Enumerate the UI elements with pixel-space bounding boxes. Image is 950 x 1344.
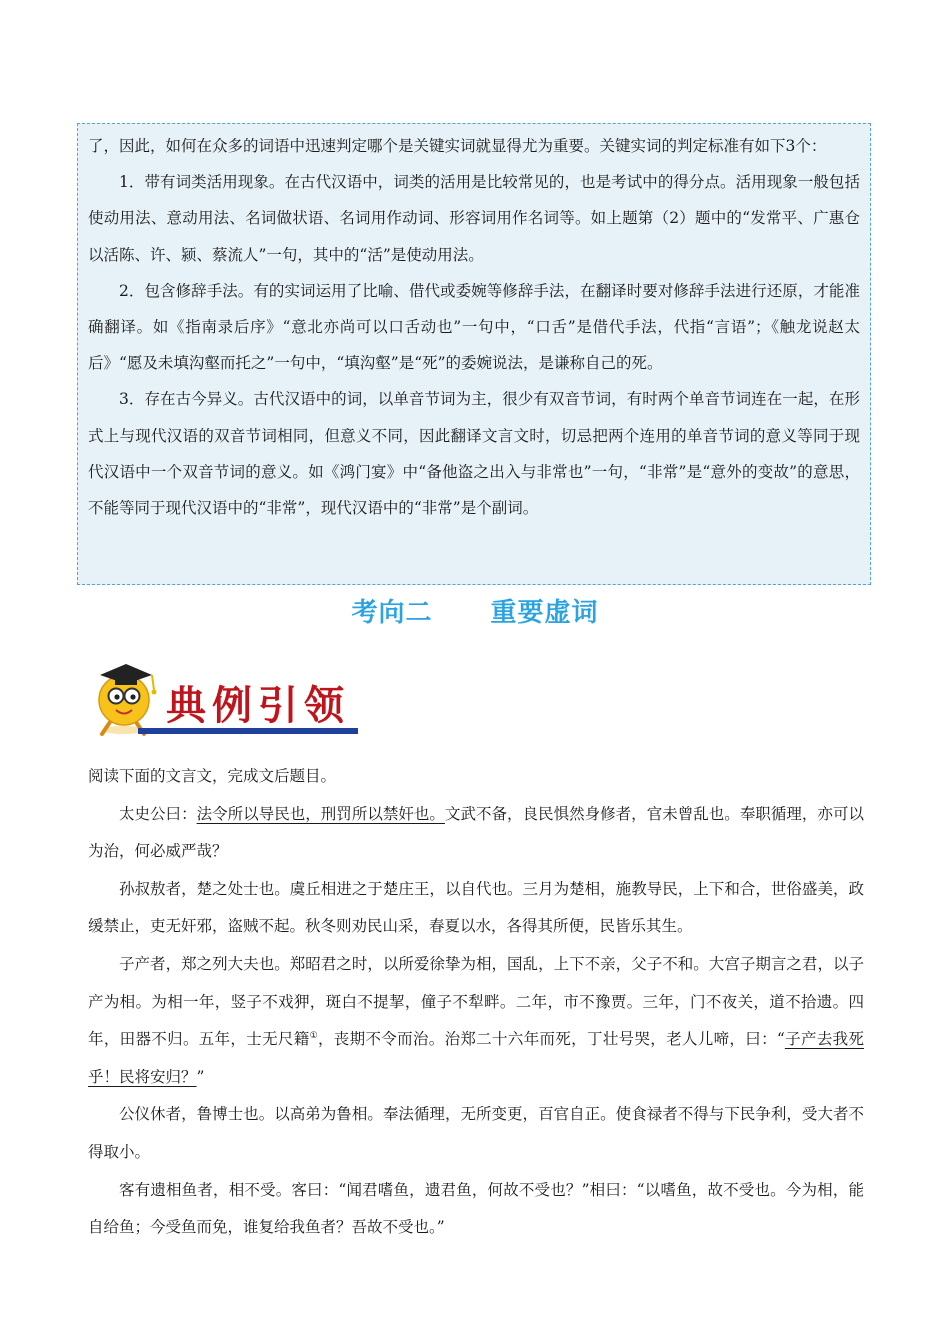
passage-text: 子产者，郑之列大夫也。郑昭君之时，以所爱徐挚为相，国乱，上下不亲，父子不和。大宫子期言之君，以子产为相。为相一年，竖子不戏狎，斑白不提挈，僮子不犁畔。二年，市不豫贾。三年，门不夜关，道不拾遗。四年，田器不归。五年，士无尺籍	[88, 954, 864, 1049]
section-heading	[0, 592, 950, 629]
explanation-paragraph-1: 1．带有词类活用现象。在古代汉语中，词类的活用是比较常见的，也是考试中的得分点。活用现象一般包括使动用法、意动用法、名词做状语、名词用作动词、形容词用作名词等。如上题第（2）题中的“发常平、广惠仓以活陈、许、颍、蔡流人”一句，其中的“活”是使动用法。	[88, 173, 860, 264]
passage-instruction: 阅读下面的文言文，完成文后题目。	[88, 767, 337, 785]
section-title: 重要虚词	[490, 598, 599, 628]
passage-paragraph-2: 孙叔敖者，楚之处士也。虞丘相进之于楚庄王，以自代也。三月为楚相，施教导民，上下和合，世俗盛美，政缓禁止，吏无奸邪，盗贼不起。秋冬则劝民山采，春夏以水，各得其所便，民皆乐其生。	[88, 879, 864, 936]
underlined-sentence-2: 子产去我死乎！民将安归？	[88, 1030, 864, 1086]
passage-paragraph-5: 客有遗相鱼者，相不受。客曰：“闻君嗜鱼，遗君鱼，何故不受也？”相曰：“以嗜鱼，故不受也。今为相，能自给鱼；今受鱼而免，谁复给我鱼者？吾故不受也。”	[88, 1180, 864, 1237]
passage	[88, 758, 864, 1247]
passage-text: ，丧期不令而治。治郑二十六年而死，丁壮号哭，老人儿啼，曰：“	[317, 1030, 785, 1049]
footnote-marker: ①	[309, 1031, 318, 1041]
explanation-box	[77, 123, 871, 585]
underlined-sentence-1: 法令所以导民也，刑罚所以禁奸也。	[196, 804, 445, 823]
passage-paragraph-1	[88, 796, 864, 871]
explanation-paragraph-intro: 了，因此，如何在众多的词语中迅速判定哪个是关键实词就显得尤为重要。关键实词的判定标准有如下3个：	[88, 137, 827, 155]
example-banner	[88, 656, 358, 738]
explanation-paragraph-2: 2．包含修辞手法。有的实词运用了比喻、借代或委婉等修辞手法，在翻译时要对修辞手法进行还原，才能准确翻译。如《指南录后序》“意北亦尚可以口舌动也”一句中，“口舌”是借代手法，代指“言语”；《触龙说赵太后》“愿及未填沟壑而托之”一句中，“填沟壑”是“死”的委婉说法，是谦称自己的死。	[88, 281, 860, 373]
explanation-paragraph-3: 3．存在古今异义。古代汉语中的词，以单音节词为主，很少有双音节词，有时两个单音节词连在一起，在形式上与现代汉语的双音节词相同，但意义不同，因此翻译文言文时，切忌把两个连用的单音节词的意义等同于现代汉语中一个双音节词的意义。如《鸿门宴》中“备他盗之出入与非常也”一句，“非常”是“意外的变故”的意思，不能等同于现代汉语中的“非常”，现代汉语中的“非常”是个副词。	[88, 390, 860, 518]
mascot-icon	[99, 664, 157, 734]
passage-text: ”	[196, 1067, 205, 1086]
passage-text: 太史公曰：	[119, 804, 197, 823]
passage-paragraph-4: 公仪休者，鲁博士也。以高弟为鲁相。奉法循理，无所变更，百官自正。使食禄者不得与下民争利，受大者不得取小。	[88, 1105, 864, 1161]
section-label: 考向二	[351, 598, 433, 628]
banner-text: 典例引领	[166, 682, 350, 729]
passage-text: 文武不备，良民惧然身修者，官未曾乱也。奉职循理，亦可以为治，何必威严哉？	[88, 804, 864, 861]
passage-paragraph-3	[88, 946, 864, 1096]
